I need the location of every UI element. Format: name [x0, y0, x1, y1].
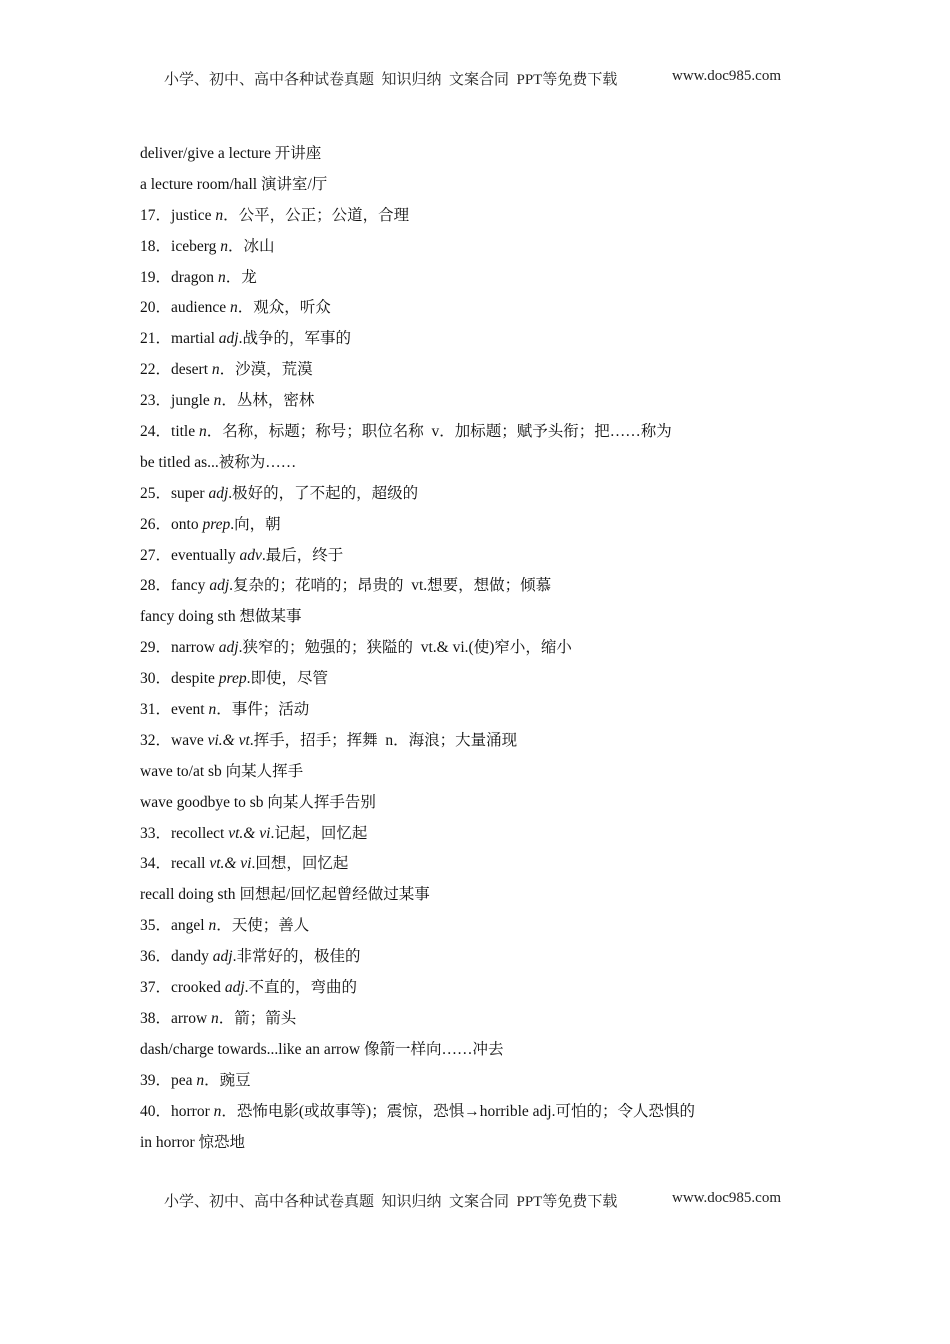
entry-number: 31．: [140, 701, 172, 719]
entry-word: title: [171, 423, 199, 441]
vocab-entry: [140, 730, 820, 761]
vocab-entry: [140, 421, 820, 452]
vocab-entry: [140, 359, 820, 390]
vocab-entry: [140, 1101, 820, 1132]
entry-word: be titled as...: [140, 453, 219, 471]
entry-part-of-speech: vt.& vi: [209, 855, 252, 873]
entry-part-of-speech: adj: [212, 948, 233, 966]
entry-number: 33．: [140, 824, 172, 842]
entry-number: 36．: [140, 948, 172, 966]
entry-definition: ．豌豆: [204, 1071, 251, 1089]
entry-word: recollect: [171, 824, 229, 842]
entry-definition: ．公平，公正；公道，合理: [223, 206, 410, 224]
entry-definition: 被称为……: [218, 453, 297, 471]
entry-number: 34．: [140, 855, 172, 873]
entry-definition: 向某人挥手告别: [263, 793, 376, 811]
entry-word: iceberg: [171, 237, 221, 255]
entry-number: 24．: [140, 423, 172, 441]
entry-word: despite: [171, 670, 219, 688]
entry-definition: ．名称，标题；称号；职位名称 v．加标题；赋予头衔；把……称为: [206, 423, 672, 441]
entry-word: a lecture room/hall: [140, 175, 258, 193]
entry-part-of-speech: n: [208, 701, 217, 719]
entry-word: horror: [171, 1102, 214, 1120]
page-footer: [0, 1190, 950, 1214]
entry-word: super: [171, 484, 209, 502]
entry-number: 17．: [140, 206, 172, 224]
header-text: 小学、初中、高中各种试卷真题 知识归纳 文案合同 PPT等免费下载: [164, 72, 618, 88]
entry-word: in horror: [140, 1133, 195, 1151]
vocab-entry: [140, 915, 820, 946]
entry-part-of-speech: adj: [209, 577, 230, 595]
entry-number: 35．: [140, 917, 172, 935]
vocab-entry: [140, 575, 820, 606]
entry-definition: 演讲室/厅: [257, 175, 328, 193]
vocab-entry: [140, 699, 820, 730]
entry-number: 25．: [140, 484, 172, 502]
vocab-entry: [140, 174, 820, 205]
entry-word: crooked: [171, 979, 225, 997]
entry-number: 26．: [140, 515, 172, 533]
entry-definition: .战争的，军事的: [238, 330, 351, 348]
entry-word: desert: [171, 361, 212, 379]
vocab-entry: [140, 452, 820, 483]
entry-number: 37．: [140, 979, 172, 997]
footer-url[interactable]: www.doc985.com: [672, 1190, 782, 1206]
header-url[interactable]: www.doc985.com: [672, 68, 782, 84]
entry-definition: 回想起/回忆起曾经做过某事: [235, 886, 430, 904]
vocab-entry: [140, 514, 820, 545]
entry-word: wave goodbye to sb: [140, 793, 264, 811]
entry-part-of-speech: n: [196, 1071, 205, 1089]
vocab-entry: [140, 946, 820, 977]
entry-part-of-speech: adj: [224, 979, 245, 997]
entry-part-of-speech: prep: [218, 670, 247, 688]
entry-definition: .记起，回忆起: [270, 824, 368, 842]
entry-definition: .不直的，弯曲的: [244, 979, 358, 997]
entry-definition: .非常好的，极佳的: [232, 948, 361, 966]
entry-part-of-speech: n: [213, 1102, 222, 1120]
vocab-entry: [140, 236, 820, 267]
entry-word: event: [171, 701, 209, 719]
vocab-entry: [140, 792, 820, 823]
vocab-entry: [140, 1008, 820, 1039]
entry-part-of-speech: n: [208, 917, 217, 935]
entry-definition: ．观众，听众: [237, 299, 331, 317]
entry-part-of-speech: adj: [218, 639, 239, 657]
vocabulary-list: [140, 143, 820, 1162]
entry-part-of-speech: n: [229, 299, 238, 317]
entry-part-of-speech: n: [211, 361, 220, 379]
entry-number: 21．: [140, 330, 172, 348]
entry-number: 29．: [140, 639, 172, 657]
vocab-entry: [140, 545, 820, 576]
entry-part-of-speech: adv: [239, 546, 262, 564]
vocab-entry: [140, 761, 820, 792]
vocab-entry: [140, 297, 820, 328]
entry-definition: .即使，尽管: [246, 670, 329, 688]
entry-definition: 想做某事: [235, 608, 302, 626]
entry-word: dandy: [171, 948, 213, 966]
entry-word: wave to/at sb: [140, 762, 222, 780]
entry-word: wave: [171, 731, 208, 749]
entry-definition: .挥手，招手；挥舞 n．海浪；大量涌现: [249, 731, 518, 749]
entry-number: 22．: [140, 361, 172, 379]
vocab-entry: [140, 1132, 820, 1163]
entry-part-of-speech: adj: [208, 484, 229, 502]
vocab-entry: [140, 884, 820, 915]
vocab-entry: [140, 267, 820, 298]
footer-text: 小学、初中、高中各种试卷真题 知识归纳 文案合同 PPT等免费下载: [164, 1194, 618, 1210]
entry-word: pea: [171, 1071, 197, 1089]
entry-word: arrow: [171, 1009, 212, 1027]
entry-word: recall doing sth: [140, 886, 236, 904]
entry-word: jungle: [171, 392, 214, 410]
entry-word: martial: [171, 330, 219, 348]
vocab-entry: [140, 823, 820, 854]
entry-word: narrow: [171, 639, 219, 657]
entry-number: 39．: [140, 1071, 172, 1089]
vocab-entry: [140, 1039, 820, 1070]
entry-definition: .复杂的；花哨的；昂贵的 vt.想要，想做；倾慕: [229, 577, 552, 595]
entry-number: 23．: [140, 392, 172, 410]
entry-part-of-speech: n: [220, 237, 228, 255]
entry-word: justice: [171, 206, 216, 224]
entry-definition: .狭窄的；勉强的；狭隘的 vt.& vi.(使)窄小，缩小: [238, 639, 572, 657]
entry-part-of-speech: vt.& vi: [228, 824, 271, 842]
entry-part-of-speech: adj: [218, 330, 239, 348]
vocab-entry: [140, 606, 820, 637]
entry-word: angel: [171, 917, 209, 935]
entry-word: audience: [171, 299, 230, 317]
entry-definition: ．恐怖电影(或故事等)；震惊，恐惧→horrible adj.可怕的；令人恐惧的: [221, 1102, 695, 1120]
entry-word: recall: [171, 855, 210, 873]
entry-definition: ．丛林，密林: [221, 392, 315, 410]
entry-definition: ．冰山: [227, 237, 275, 255]
entry-part-of-speech: vi.& vt: [207, 731, 250, 749]
entry-number: 38．: [140, 1009, 172, 1027]
entry-word: fancy: [171, 577, 210, 595]
entry-definition: 向某人挥手: [221, 762, 304, 780]
vocab-entry: [140, 668, 820, 699]
entry-number: 20．: [140, 299, 172, 317]
entry-number: 18．: [140, 237, 172, 255]
entry-part-of-speech: n: [215, 206, 224, 224]
vocab-entry: [140, 1070, 820, 1101]
entry-part-of-speech: n: [217, 268, 226, 286]
vocab-entry: [140, 637, 820, 668]
entry-part-of-speech: n: [199, 423, 207, 441]
entry-definition: ．事件；活动: [216, 701, 310, 719]
entry-definition: 像箭一样向……冲去: [360, 1040, 504, 1058]
page-header: [0, 68, 950, 92]
entry-word: dragon: [171, 268, 218, 286]
entry-word: dash/charge towards...like an arrow: [140, 1040, 361, 1058]
entry-number: 19．: [140, 268, 172, 286]
entry-definition: 开讲座: [270, 145, 322, 162]
entry-definition: ．箭；箭头: [218, 1009, 297, 1027]
vocab-entry: [140, 143, 820, 174]
entry-definition: .极好的，了不起的，超级的: [228, 484, 419, 502]
entry-definition: .向，朝: [230, 515, 281, 533]
entry-part-of-speech: prep: [202, 515, 231, 533]
entry-word: onto: [171, 515, 203, 533]
entry-number: 28．: [140, 577, 172, 595]
entry-part-of-speech: n: [213, 392, 222, 410]
entry-word: deliver/give a lecture: [140, 145, 271, 162]
entry-definition: 惊恐地: [194, 1133, 246, 1151]
entry-definition: ．沙漠，荒漠: [219, 361, 313, 379]
entry-definition: ．龙: [225, 268, 257, 286]
entry-definition: .回想，回忆起: [251, 855, 349, 873]
vocab-entry: [140, 853, 820, 884]
vocab-entry: [140, 328, 820, 359]
entry-definition: ．天使；善人: [216, 917, 310, 935]
entry-number: 32．: [140, 731, 172, 749]
entry-number: 27．: [140, 546, 172, 564]
entry-part-of-speech: n: [211, 1009, 219, 1027]
vocab-entry: [140, 390, 820, 421]
vocab-entry: [140, 483, 820, 514]
entry-word: eventually: [171, 546, 240, 564]
vocab-entry: [140, 977, 820, 1008]
entry-word: fancy doing sth: [140, 608, 236, 626]
entry-definition: .最后，终于: [261, 546, 344, 564]
entry-number: 30．: [140, 670, 172, 688]
entry-number: 40．: [140, 1102, 172, 1120]
vocab-entry: [140, 205, 820, 236]
